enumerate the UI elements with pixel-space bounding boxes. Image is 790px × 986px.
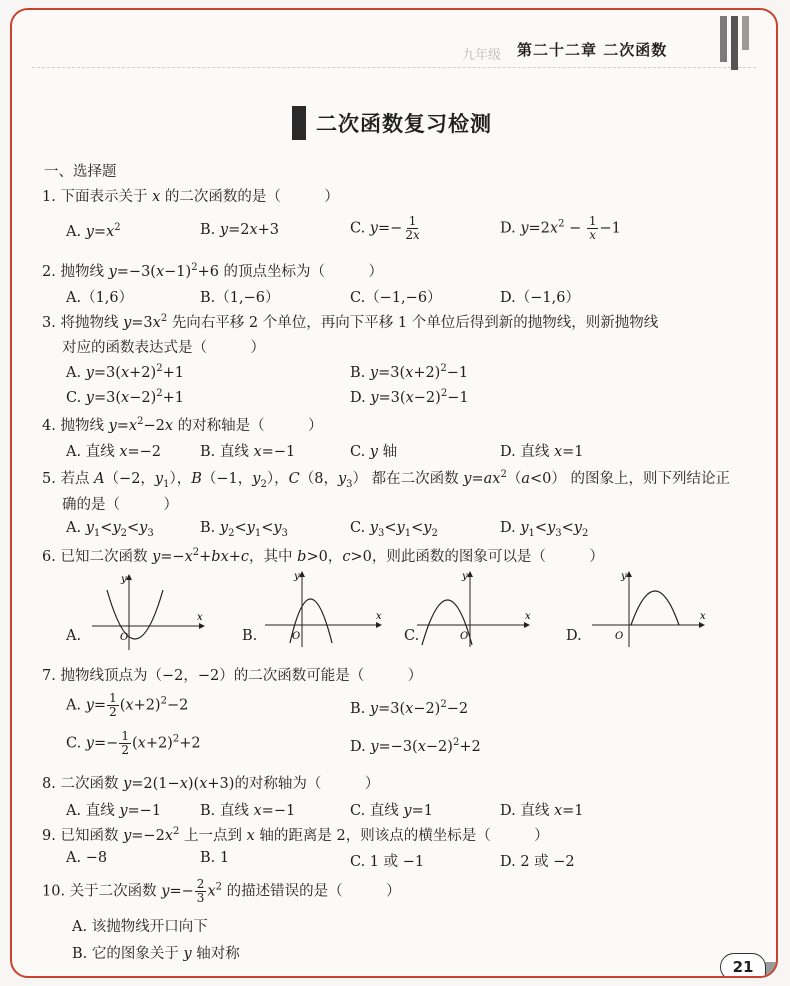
- question-10: 10. 关于二次函数 y=− $\frac{2}{3}$ $x^2$ 的描述错误的是（ ）: [42, 877, 401, 905]
- question-6: 6. 已知二次函数 $y=-x^2+bx+c$，其中 b>0，c>0，则此函数的图象可以是（ ）: [42, 547, 604, 565]
- svg-text:y: y: [294, 571, 300, 582]
- q8-option-b: B. 直线 x=−1: [200, 803, 296, 819]
- q4-option-c: C. y 轴: [350, 444, 398, 460]
- q4-option-a: A. 直线 x=−2: [66, 444, 162, 460]
- q9-option-c: C. 1 或 −1: [350, 854, 425, 870]
- question-5-cont: 确的是（ ）: [62, 497, 178, 513]
- q5-option-b: B. $y_2<y_1<y_3$: [200, 520, 288, 539]
- q4-option-d: D. 直线 x=1: [500, 444, 584, 460]
- q3-option-c: C. $y=3(x-2)^2+1$: [66, 388, 185, 406]
- page-header: [12, 10, 776, 72]
- svg-text:y: y: [121, 574, 127, 585]
- worksheet-page: [10, 8, 778, 978]
- q6-graph-b: [260, 565, 390, 650]
- page-title: 二次函数复习检测: [316, 112, 492, 136]
- q7-option-c: C. y=− $\frac{1}{2}$ $(x+2)^2+2$: [66, 729, 201, 757]
- q6-label-a: A.: [66, 628, 82, 644]
- q9-option-d: D. 2 或 −2: [500, 854, 575, 870]
- q2-option-a: A.（1,6）: [66, 290, 134, 306]
- svg-text:x: x: [197, 612, 203, 623]
- faint-grade-label: 九年级: [462, 48, 502, 63]
- q2-option-d: D.（−1,6）: [500, 290, 580, 306]
- question-4: 4. 抛物线 $y=x^2-2x$ 的对称轴是（ ）: [42, 416, 323, 434]
- svg-text:x: x: [700, 611, 706, 622]
- section-heading: 一、选择题: [44, 164, 117, 180]
- svg-text:x: x: [525, 611, 531, 622]
- q6-label-d: D.: [566, 628, 582, 644]
- svg-text:O: O: [120, 632, 129, 643]
- question-8: 8. 二次函数 y=2(1−x)(x+3)的对称轴为（ ）: [42, 776, 380, 792]
- q1-option-d: D. $y=2x^2$ − $\frac{1}{x}$ −1: [500, 214, 621, 242]
- header-divider: [32, 67, 756, 68]
- q1-option-a: A. $y=x^2$: [66, 222, 121, 240]
- q10-option-b: B. 它的图象关于 y 轴对称: [72, 946, 240, 962]
- q2-option-c: C.（−1,−6）: [350, 290, 442, 306]
- q1-option-c: C. y=− $\frac{1}{2x}$: [350, 214, 420, 242]
- q5-option-c: C. $y_3<y_1<y_2$: [350, 520, 438, 539]
- q2-option-b: B.（1,−6）: [200, 290, 280, 306]
- question-9: 9. 已知函数 $y=-2x^2$ 上一点到 x 轴的距离是 2，则该点的横坐标是（ ）: [42, 826, 549, 844]
- q6-label-c: C.: [404, 628, 420, 644]
- q3-option-a: A. $y=3(x+2)^2+1$: [66, 363, 184, 381]
- q6-graph-a: [87, 570, 207, 655]
- q5-option-d: D. $y_1<y_3<y_2$: [500, 520, 589, 539]
- q6-graph-d: [587, 565, 717, 650]
- q6-label-b: B.: [242, 628, 258, 644]
- q8-option-c: C. 直线 y=1: [350, 803, 433, 819]
- question-3: 3. 将抛物线 $y=3x^2$ 先向右平移 2 个单位，再向下平移 1 个单位后得到新的抛物线，则新抛物线: [42, 313, 659, 331]
- q1-option-b: B. y=2x+3: [200, 222, 280, 238]
- q9-option-b: B. 1: [200, 850, 230, 866]
- question-5: 5. 若点 A（−2，$y_1$），B（−1，$y_2$），C（8，$y_3$） 都在二次函数 $y=ax^2(a<0)$ 的图象上，则下列结论正: [42, 469, 730, 490]
- q5-option-a: A. $y_1<y_2<y_3$: [66, 520, 154, 539]
- svg-text:O: O: [292, 631, 301, 642]
- q7-option-b: B. $y=3(x-2)^2-2$: [350, 699, 469, 717]
- svg-text:O: O: [615, 631, 624, 642]
- q9-option-a: A. −8: [66, 850, 108, 866]
- svg-text:x: x: [376, 611, 382, 622]
- q4-option-b: B. 直线 x=−1: [200, 444, 296, 460]
- question-3-cont: 对应的函数表达式是（ ）: [62, 340, 265, 356]
- q10-option-a: A. 该抛物线开口向下: [72, 919, 208, 935]
- question-7: 7. 抛物线顶点为（−2，−2）的二次函数可能是（ ）: [42, 668, 423, 684]
- q7-option-d: D. $y=-3(x-2)^2+2$: [350, 737, 481, 755]
- page-title-block: [292, 104, 492, 142]
- svg-text:y: y: [462, 571, 468, 582]
- q3-option-b: B. $y=3(x+2)^2-1$: [350, 363, 469, 381]
- title-bar: [292, 106, 306, 140]
- svg-text:O: O: [460, 631, 469, 642]
- chapter-title: 第二十二章 二次函数: [517, 41, 668, 59]
- question-2: 2. 抛物线 $y=-3(x-1)^2+6$ 的顶点坐标为（ ）: [42, 262, 384, 280]
- q8-option-d: D. 直线 x=1: [500, 803, 584, 819]
- q3-option-d: D. $y=3(x-2)^2-1$: [350, 388, 469, 406]
- svg-text:y: y: [621, 571, 627, 582]
- q8-option-a: A. 直线 y=−1: [66, 803, 162, 819]
- question-1: 1. 下面表示关于 x 的二次函数的是（ ）: [42, 189, 339, 205]
- q7-option-a: A. y= $\frac{1}{2}$ $(x+2)^2-2$: [66, 691, 189, 719]
- page-number: 21: [720, 953, 766, 978]
- q6-graph-c: [412, 565, 542, 650]
